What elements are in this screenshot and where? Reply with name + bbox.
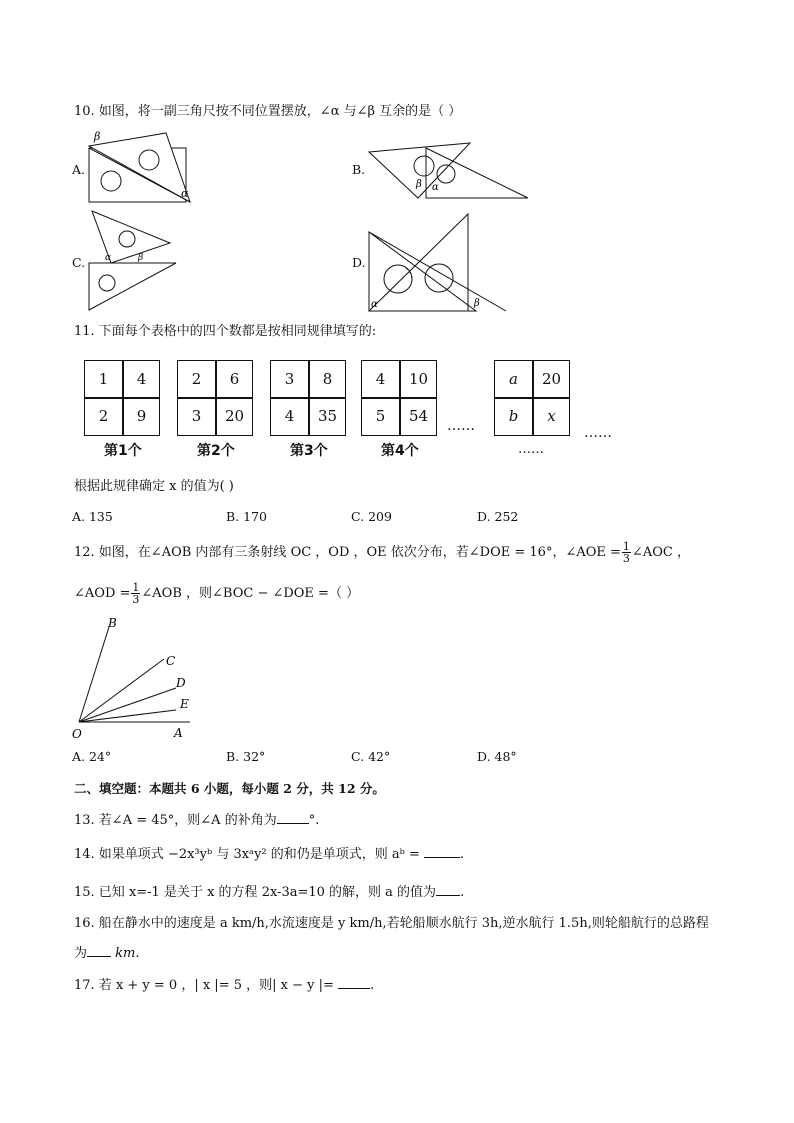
q11-stem: 11. 下面每个表格中的四个数都是按相同规律填写的: — [74, 324, 377, 339]
q10-figure-b — [366, 140, 531, 202]
q14-blank[interactable] — [424, 857, 460, 858]
q11-option-c[interactable]: C. 209 — [351, 509, 392, 524]
q11-table-3-cell-1: 3 — [284, 370, 295, 388]
q12-stem-b: ∠AOC ， — [631, 545, 690, 560]
q11-table-4-cell-2: 10 — [408, 370, 429, 388]
q11-table-4 — [361, 360, 437, 436]
q15-blank[interactable] — [436, 895, 460, 896]
q11-table-2-cell-3: 3 — [191, 407, 202, 425]
q10-figure-a — [86, 128, 196, 204]
beta-label-b: β — [416, 179, 422, 190]
q12-option-b[interactable]: B. 32° — [226, 749, 266, 764]
q11-table-4-cell-3: 5 — [375, 407, 386, 425]
q10-figure-c — [86, 208, 181, 312]
q11-table-1-cell-3: 2 — [98, 407, 109, 425]
q11-table-5-caption: …… — [518, 442, 544, 457]
q17: 17. 若 x + y = 0 ，| x |= 5 ，则| x − y |= . — [74, 978, 375, 993]
q11-table-3-cell-4: 35 — [317, 407, 338, 425]
q11-table-1-caption: 第1个 — [104, 443, 142, 459]
q11-table-2 — [177, 360, 253, 436]
q11-table-5-cell-2: 20 — [541, 370, 562, 388]
q15: 15. 已知 x=-1 是关于 x 的方程 2x-3a=10 的解，则 a 的值为 . — [74, 885, 465, 900]
q11-table-1-cell-2: 4 — [136, 370, 147, 388]
point-c: C — [166, 654, 176, 668]
q10-stem: 10. 如图，将一副三角尺按不同位置摆放，∠α 与∠β 互余的是（ ） — [74, 104, 462, 119]
q10-figure-d — [366, 212, 511, 314]
alpha-label-d: α — [371, 299, 378, 310]
q11-table-3-cell-2: 8 — [322, 370, 333, 388]
q10-option-d[interactable]: D. — [352, 255, 366, 270]
alpha-label-c: α — [105, 253, 112, 263]
alpha-label-a: α — [181, 187, 189, 200]
q11-option-b[interactable]: B. 170 — [226, 509, 267, 524]
q13-blank[interactable] — [277, 823, 309, 824]
q12-stem-line1 — [74, 539, 690, 567]
point-e: E — [180, 697, 189, 711]
q11-table-2-caption: 第2个 — [197, 443, 235, 459]
q11-question: 根据此规律确定 x 的值为( ) — [74, 479, 234, 494]
q11-table-2-cell-1: 2 — [191, 370, 202, 388]
q16-blank[interactable] — [87, 956, 111, 957]
q12-option-d[interactable]: D. 48° — [477, 749, 517, 764]
q12-fraction-2: $\frac{1}{3}$ — [132, 581, 140, 606]
q17-blank[interactable] — [338, 988, 370, 989]
q10-option-b[interactable]: B. — [352, 162, 366, 177]
q11-table-3-caption: 第3个 — [290, 443, 328, 459]
point-o: O — [72, 727, 82, 741]
q11-option-d[interactable]: D. 252 — [477, 509, 519, 524]
beta-label-a: β — [94, 130, 101, 143]
q12-stem-line2 — [74, 580, 359, 608]
q11-table-3 — [270, 360, 346, 436]
q11-table-1 — [84, 360, 160, 436]
q11-table-4-cell-4: 54 — [408, 407, 429, 425]
q12-stem-c: ∠AOD = — [74, 586, 131, 601]
alpha-label-b: α — [432, 182, 439, 193]
q11-table-5-cell-1: a — [509, 370, 518, 388]
q13: 13. 若∠A = 45°，则∠A 的补角为 °. — [74, 813, 320, 828]
q11-table-5-cell-4: x — [547, 407, 556, 425]
point-a: A — [174, 726, 183, 740]
q11-ellipsis-1: …… — [447, 418, 475, 434]
q14: 14. 如果单项式 −2x³yᵇ 与 3xᵃy² 的和仍是单项式，则 aᵇ = . — [74, 847, 465, 862]
q11-table-3-cell-3: 4 — [284, 407, 295, 425]
q11-table-2-cell-4: 20 — [224, 407, 245, 425]
q11-table-1-cell-1: 1 — [98, 370, 109, 388]
q12-stem-d: ∠AOB ，则∠BOC − ∠DOE =（ ） — [141, 586, 360, 601]
q11-table-1-cell-4: 9 — [136, 407, 147, 425]
q12-stem-a: 12. 如图，在∠AOB 内部有三条射线 OC ，OD ，OE 依次分布，若∠DOE = 16°，∠AOE = — [74, 545, 621, 560]
q12-option-c[interactable]: C. 42° — [351, 749, 391, 764]
q16-line2: 为 km. — [74, 946, 140, 961]
q12-option-a[interactable]: A. 24° — [72, 749, 112, 764]
beta-label-d: β — [474, 298, 480, 309]
point-d: D — [176, 676, 186, 690]
q11-table-4-caption: 第4个 — [381, 443, 419, 459]
beta-label-c: β — [138, 253, 144, 263]
q11-table-4-cell-1: 4 — [375, 370, 386, 388]
q10-option-c[interactable]: C. — [72, 255, 86, 270]
q11-option-a[interactable]: A. 135 — [72, 509, 113, 524]
q10-option-a[interactable]: A. — [72, 162, 86, 177]
q16-line1: 16. 船在静水中的速度是 a km/h,水流速度是 y km/h,若轮船顺水航行 3h,逆水航行 1.5h,则轮船航行的总路程 — [74, 916, 709, 931]
point-b: B — [108, 616, 117, 630]
q11-table-5 — [494, 360, 570, 436]
section-2-heading: 二、填空题：本题共 6 小题，每小题 2 分，共 12 分。 — [74, 781, 385, 796]
q12-fraction-1: $\frac{1}{3}$ — [622, 540, 630, 565]
q11-table-2-cell-2: 6 — [229, 370, 240, 388]
q12-angle-figure — [72, 615, 202, 745]
q11-table-5-cell-3: b — [508, 407, 519, 425]
q11-ellipsis-2: …… — [584, 425, 612, 441]
